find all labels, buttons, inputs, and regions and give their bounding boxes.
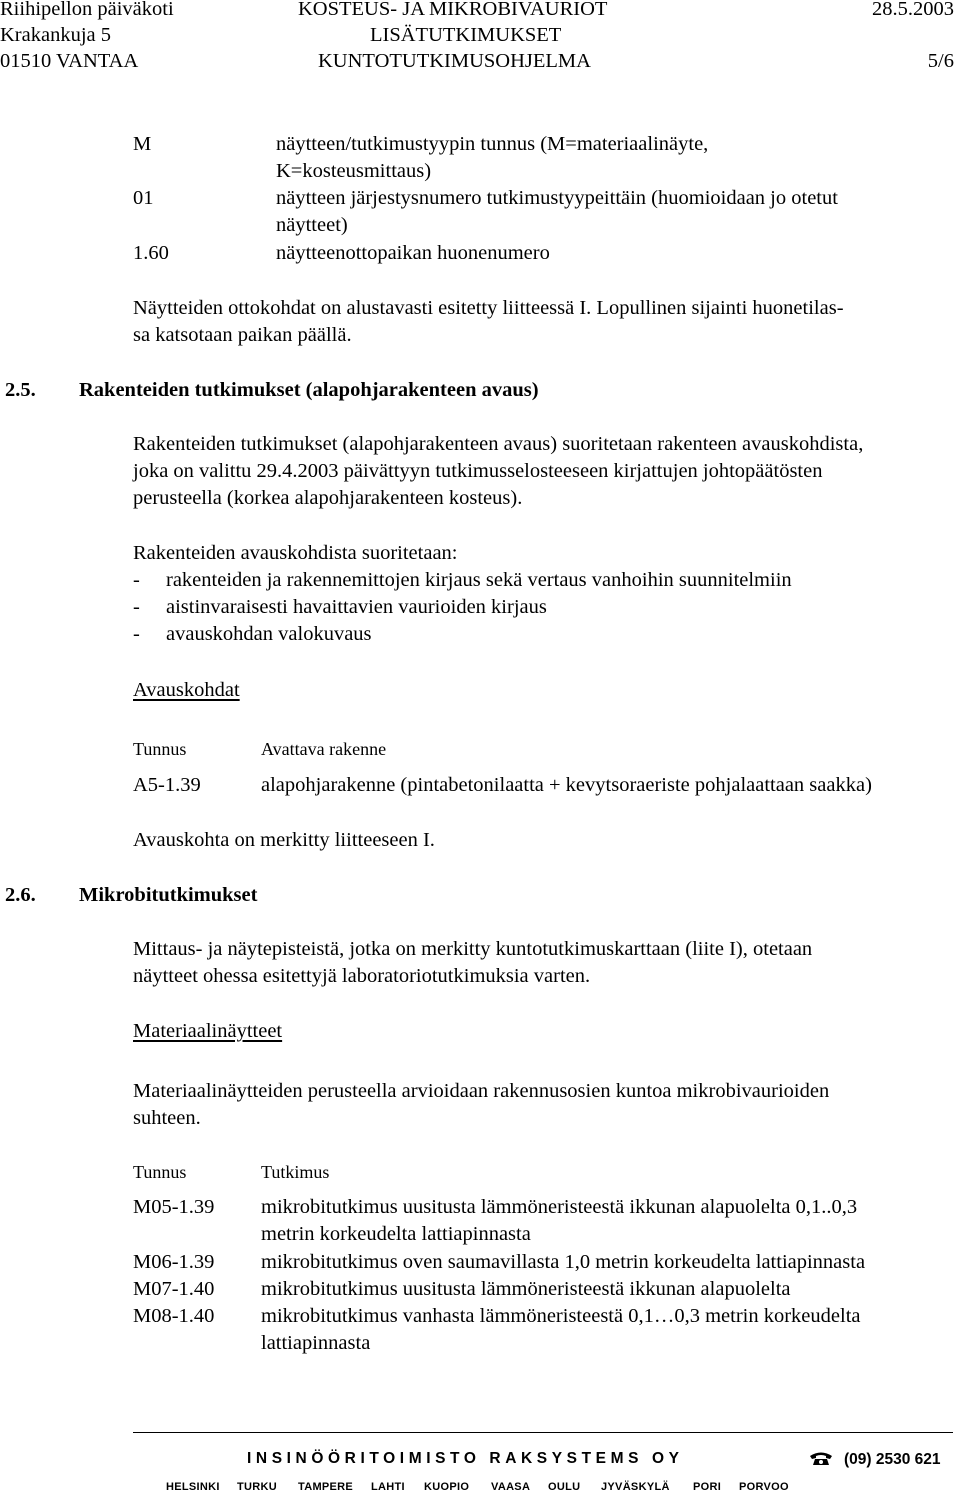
avaus-list-item-2: aistinvaraisesti havaittavien vaurioiden kirjaus [166, 596, 547, 618]
footer-rule [133, 1432, 953, 1433]
header-center-line-1: KOSTEUS- JA MIKROBIVAURIOT [298, 0, 608, 20]
avauskohdat-heading: Avauskohdat [133, 679, 240, 701]
intro-line-1: Näytteiden ottokohdat on alustavasti esitetty liitteessä I. Lopullinen sijainti huonetilas- [133, 297, 844, 319]
avaus-list-bullet-2: - [133, 596, 140, 618]
avaus-list-item-1: rakenteiden ja rakennemittojen kirjaus sekä vertaus vanhoihin suunnitelmiin [166, 569, 792, 591]
section-2-6-para2-line-1: Materiaalinäytteiden perusteella arvioidaan rakennusosien kuntoa mikrobivaurioiden [133, 1080, 830, 1102]
section-2-6-para-line-2: näytteet ohessa esitettyjä laboratoriotutkimuksia varten. [133, 965, 591, 987]
avaus-list-bullet-1: - [133, 569, 140, 591]
sample-row-3-id: M07-1.40 [133, 1278, 215, 1300]
avaus-row-text: alapohjarakenne (pintabetonilaatta + kevytsoraeriste pohjalaattaan saakka) [261, 774, 872, 796]
avaus-row-id: A5-1.39 [133, 774, 201, 796]
avaus-list-bullet-3: - [133, 623, 140, 645]
sample-table-header-study: Tutkimus [261, 1162, 330, 1182]
intro-line-2: sa katsotaan paikan päällä. [133, 324, 352, 346]
section-2-5-para-line-1: Rakenteiden tutkimukset (alapohjarakenteen avaus) suoritetaan rakenteen avauskohdista, [133, 433, 864, 455]
legend-code-m: M [133, 133, 152, 155]
city-kuopio: KUOPIO [424, 1481, 470, 1493]
header-date: 28.5.2003 [872, 0, 954, 20]
legend-text-01-1: näytteen järjestysnumero tutkimustyypeittäin (huomioidaan jo otetut [276, 187, 838, 209]
header-center-line-2: LISÄTUTKIMUKSET [370, 24, 562, 46]
section-2-5-number: 2.5. [5, 379, 36, 401]
sample-row-4-text-2: lattiapinnasta [261, 1332, 371, 1354]
sample-row-4-text-1: mikrobitutkimus vanhasta lämmöneristeestä 0,1…0,3 metrin korkeudelta [261, 1305, 861, 1327]
legend-code-01: 01 [133, 187, 154, 209]
section-2-6-number: 2.6. [5, 884, 36, 906]
section-2-5-para-line-3: perusteella (korkea alapohjarakenteen kosteus). [133, 487, 523, 509]
sample-row-2-text: mikrobitutkimus oven saumavillasta 1,0 metrin korkeudelta lattiapinnasta [261, 1251, 866, 1273]
header-left-line-2: Krakankuja 5 [0, 24, 111, 46]
header-page-number: 5/6 [927, 50, 954, 72]
sample-row-3-text: mikrobitutkimus uusitusta lämmöneristeestä ikkunan alapuolelta [261, 1278, 791, 1300]
section-2-5-para-line-2: joka on valittu 29.4.2003 päivättyyn tutkimusselosteeseen kirjattujen johtopäätösten [133, 460, 823, 482]
sample-row-1-text-2: metrin korkeudelta lattiapinnasta [261, 1223, 531, 1245]
header-left-line-3: 01510 VANTAA [0, 50, 139, 72]
sample-row-1-text-1: mikrobitutkimus uusitusta lämmöneristeestä ikkunan alapuolelta 0,1..0,3 [261, 1196, 858, 1218]
city-jyvaskyla: JYVÄSKYLÄ [601, 1481, 670, 1493]
telephone-icon [808, 1450, 834, 1466]
section-2-6-para-line-1: Mittaus- ja näytepisteistä, jotka on merkitty kuntotutkimuskarttaan (liite I), otetaan [133, 938, 813, 960]
avaus-table-header-id: Tunnus [133, 739, 187, 759]
city-lahti: LAHTI [371, 1481, 405, 1493]
sample-row-2-id: M06-1.39 [133, 1251, 215, 1273]
legend-code-room: 1.60 [133, 242, 169, 264]
footer-city-list [166, 1481, 799, 1493]
section-2-5-title: Rakenteiden tutkimukset (alapohjarakenteen avaus) [79, 379, 539, 401]
city-turku: TURKU [237, 1481, 277, 1493]
city-porvoo: PORVOO [739, 1481, 789, 1493]
header-left-line-1: Riihipellon päiväkoti [0, 0, 174, 20]
city-pori: PORI [693, 1481, 722, 1493]
city-vaasa: VAASA [491, 1481, 531, 1493]
legend-text-m-1: näytteen/tutkimustyypin tunnus (M=materiaalinäyte, [276, 133, 709, 155]
city-helsinki: HELSINKI [166, 1481, 220, 1493]
legend-text-01-2: näytteet) [276, 214, 348, 236]
legend-text-room: näytteenottopaikan huonenumero [276, 242, 550, 264]
footer-company-name: INSINÖÖRITOIMISTO RAKSYSTEMS OY [247, 1450, 684, 1467]
footer-phone-number: (09) 2530 621 [844, 1451, 941, 1468]
section-2-6-para2-line-2: suhteen. [133, 1107, 201, 1129]
materiaalinaytteet-heading: Materiaalinäytteet [133, 1020, 283, 1042]
avaus-list-intro: Rakenteiden avauskohdista suoritetaan: [133, 542, 458, 564]
sample-row-4-id: M08-1.40 [133, 1305, 215, 1327]
section-2-6-title: Mikrobitutkimukset [79, 884, 258, 906]
avaus-list-item-3: avauskohdan valokuvaus [166, 623, 372, 645]
footer-phone [808, 1450, 941, 1469]
sample-table-header-id: Tunnus [133, 1162, 187, 1182]
legend-text-m-2: K=kosteusmittaus) [276, 160, 432, 182]
header-center-line-3: KUNTOTUTKIMUSOHJELMA [318, 50, 591, 72]
sample-row-1-id: M05-1.39 [133, 1196, 215, 1218]
city-tampere: TAMPERE [298, 1481, 354, 1493]
city-oulu: OULU [548, 1481, 581, 1493]
avaus-note: Avauskohta on merkitty liitteeseen I. [133, 829, 435, 851]
avaus-table-header-structure: Avattava rakenne [261, 739, 387, 759]
